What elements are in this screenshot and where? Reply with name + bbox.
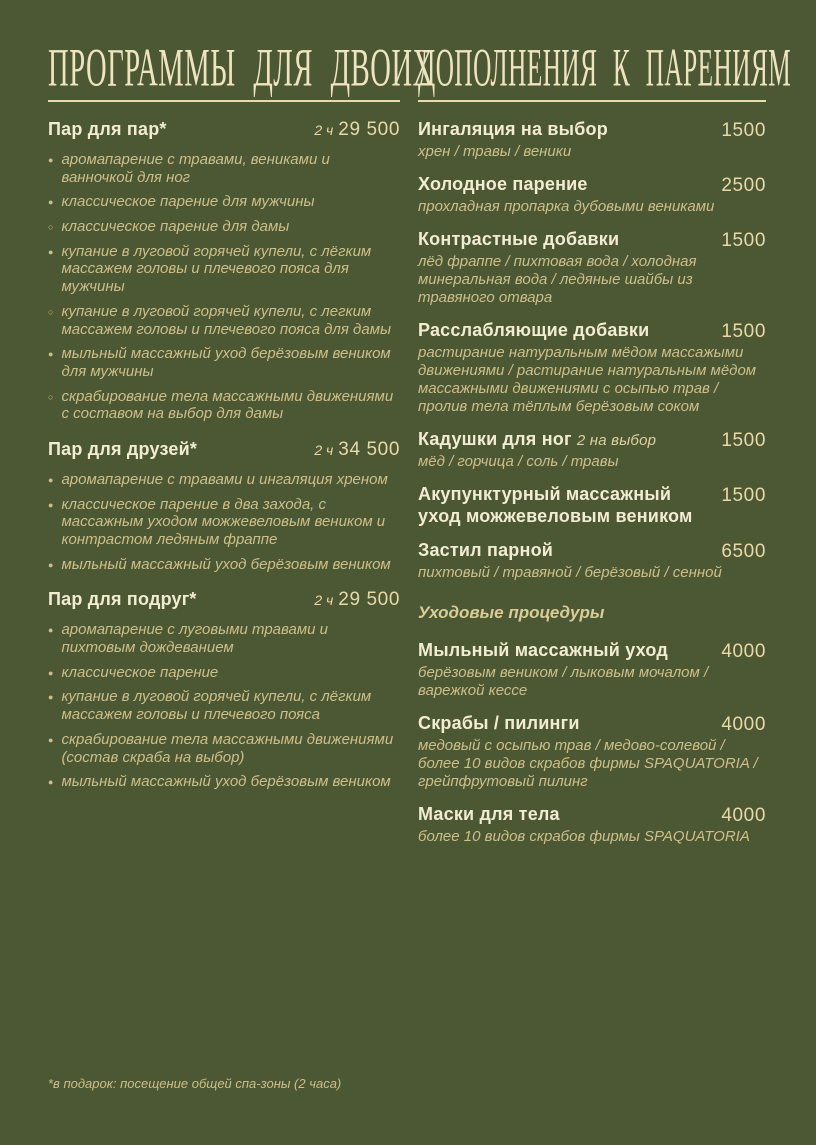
feature-text: аромапарение с травами, вениками и ванночкой для ног	[61, 151, 330, 186]
feature-text: скрабирование тела массажными движениями (состав скраба на выбор)	[61, 730, 394, 766]
feature-item	[48, 218, 400, 236]
feature-text: классическое парение для мужчины	[61, 193, 315, 211]
menu-item	[418, 119, 766, 161]
program-price	[314, 439, 400, 461]
program-duration: 2 ч	[314, 122, 334, 138]
menu-item-title	[418, 713, 580, 735]
menu-item	[418, 713, 766, 791]
menu-item-title-text: Акупунктурный массажный уход можжевеловым веником	[418, 484, 693, 526]
menu-item-header	[418, 640, 766, 663]
menu-item-price: 1500	[721, 230, 766, 251]
menu-item-price: 1500	[721, 485, 766, 506]
program-header	[48, 119, 400, 141]
bullet-icon: ○	[48, 306, 54, 317]
menu-item-title	[418, 640, 668, 662]
menu-item-header	[418, 713, 766, 736]
feature-item	[48, 243, 400, 296]
menu-item-header	[418, 540, 766, 563]
menu-item-title	[418, 429, 656, 451]
menu-item-description: пихтовый / травяной / берёзовый / сенной	[418, 564, 722, 582]
bullet-icon: ●	[48, 734, 54, 745]
menu-item-description: лёд фраппе / пихтовая вода / холодная минеральная вода / ледяные шайбы из травяного отвара	[418, 253, 697, 306]
menu-item-title	[418, 484, 709, 527]
program-feature-list	[48, 471, 400, 573]
programs-column	[48, 38, 434, 859]
menu-item-header	[418, 484, 766, 527]
bullet-icon: ○	[48, 391, 54, 402]
menu-item-header	[418, 119, 766, 142]
bullet-icon: ●	[48, 667, 54, 678]
left-heading-text: ПРОГРАММЫ ДЛЯ ДВОИХ	[48, 38, 434, 99]
left-heading-rule	[48, 100, 400, 102]
care-subheading: Уходовые процедуры	[418, 603, 605, 623]
menu-item-description: мёд / горчица / соль / травы	[418, 453, 619, 470]
right-heading-rule	[418, 100, 766, 102]
program-amount: 34 500	[338, 438, 400, 460]
bullet-icon: ●	[48, 474, 54, 485]
menu-item-description: прохладная пропарка дубовыми вениками	[418, 198, 715, 215]
bullet-icon: ●	[48, 777, 54, 788]
menu-item-description: растирание натуральным мёдом массажыми движениями / растирание натуральным мёдом массажными движениями с осыпью трав / пролив тела тёплым берёзовым соком	[418, 344, 757, 415]
menu-item-title	[418, 229, 619, 251]
menu-item	[418, 429, 766, 471]
menu-item-price: 1500	[721, 430, 766, 451]
menu-item-title	[418, 119, 608, 141]
program-header	[48, 589, 400, 611]
right-heading-text: ДОПОЛНЕНИЯ К ПАРЕНИЯМ	[418, 38, 792, 99]
feature-item	[48, 556, 400, 574]
menu-item-title	[418, 804, 560, 826]
program-par-dlya-par	[48, 119, 400, 423]
feature-item	[48, 303, 400, 338]
menu-item-suffix: 2 на выбор	[576, 432, 657, 449]
program-duration: 2 ч	[314, 441, 334, 458]
menu-item-header	[418, 229, 766, 252]
menu-item-title-text: Скрабы / пилинги	[418, 713, 580, 734]
bullet-icon: ●	[48, 499, 54, 510]
menu-item-title	[418, 540, 553, 562]
menu-item	[418, 229, 766, 307]
program-title: Пар для пар*	[48, 119, 167, 139]
feature-item	[48, 151, 400, 186]
menu-item-description: медовый с осыпью трав / медово-солевой / более 10 видов скрабов фирмы SPAQUATORIA / грейпфрутовый пилинг	[418, 737, 758, 791]
feature-text: мыльный массажный уход берёзовым веником	[61, 555, 391, 573]
menu-item-price: 4000	[721, 714, 766, 736]
menu-item-title-text: Кадушки для ног	[418, 429, 572, 449]
feature-item	[48, 773, 400, 791]
bullet-icon: ●	[48, 197, 54, 208]
menu-item-title-text: Мыльный массажный уход	[418, 640, 668, 661]
feature-item	[48, 345, 400, 380]
menu-item-price: 2500	[721, 175, 766, 196]
program-header	[48, 439, 400, 461]
menu-item-price: 1500	[721, 120, 766, 141]
menu-item-description: хрен / травы / веники	[418, 143, 572, 160]
menu-item	[418, 320, 766, 416]
menu-item-header	[418, 320, 766, 343]
menu-item-title-text: Контрастные добавки	[418, 229, 620, 249]
program-amount: 29 500	[338, 119, 400, 140]
menu-item-title-text: Холодное парение	[418, 174, 588, 194]
menu-item-price: 6500	[721, 541, 766, 563]
menu-item-description: более 10 видов скрабов фирмы SPAQUATORIA	[418, 828, 750, 846]
menu-item-price: 4000	[721, 641, 766, 663]
feature-text: классическое парение в два захода, с массажным уходом можжевеловым веником и контрастом ледяным фраппе	[61, 495, 386, 548]
menu-item	[418, 640, 766, 700]
feature-item	[48, 731, 400, 766]
menu-item-header	[418, 804, 766, 827]
feature-text: аромапарение с травами и ингаляция хреном	[61, 470, 388, 488]
menu-item-title-text: Ингаляция на выбор	[418, 119, 608, 139]
menu-item-title-text: Расслабляющие добавки	[418, 320, 650, 340]
feature-text: купание в луговой горячей купели, с лёгким массажем головы и плечевого пояса для мужчины	[61, 242, 372, 296]
feature-text: классическое парение	[61, 663, 219, 681]
feature-item	[48, 471, 400, 489]
feature-text: купание в луговой горячей купели, с легким массажем головы и плечевого пояса для дамы	[61, 302, 392, 338]
menu-item-title-text: Застил парной	[418, 540, 554, 561]
bullet-icon: ●	[48, 349, 54, 360]
feature-text: купание в луговой горячей купели, с лёгким массажем головы и плечевого пояса	[61, 688, 372, 724]
menu-item	[418, 484, 766, 527]
menu-item-title-text: Маски для тела	[418, 804, 560, 825]
menu-item-price: 4000	[721, 805, 766, 827]
menu-item-price: 1500	[721, 321, 766, 342]
bullet-icon: ●	[48, 559, 54, 570]
program-title: Пар для подруг*	[48, 589, 197, 610]
feature-text: классическое парение для дамы	[61, 218, 290, 236]
footnote: *в подарок: посещение общей спа-зоны (2 часа)	[48, 1076, 342, 1091]
menu-item	[418, 804, 766, 846]
program-par-dlya-podrug	[48, 589, 400, 791]
menu-item-header	[418, 429, 766, 452]
program-amount: 29 500	[338, 589, 400, 611]
bullet-icon: ●	[48, 155, 54, 165]
feature-text: аромапарение с луговыми травами и пихтовым дождеванием	[61, 621, 328, 657]
bullet-icon: ●	[48, 625, 54, 636]
program-price	[314, 589, 400, 611]
feature-text: скрабирование тела массажными движениями с составом на выбор для дамы	[61, 387, 394, 423]
feature-item	[48, 193, 400, 211]
feature-text: мыльный массажный уход берёзовым веником для мужчины	[61, 345, 391, 380]
bullet-icon: ●	[48, 692, 54, 703]
feature-item	[48, 496, 400, 549]
right-heading	[418, 38, 792, 99]
feature-item	[48, 388, 400, 423]
menu-item-description: берёзовым веником / лыковым мочалом / варежкой кессе	[418, 664, 709, 700]
program-duration: 2 ч	[314, 592, 334, 609]
bullet-icon: ●	[48, 246, 54, 257]
menu-item	[418, 174, 766, 216]
menu-item-header	[418, 174, 766, 197]
program-par-dlya-druzey	[48, 439, 400, 573]
program-price	[314, 119, 400, 141]
bullet-icon: ○	[48, 222, 54, 233]
additions-column	[418, 38, 792, 859]
left-heading	[48, 38, 434, 99]
program-feature-list	[48, 621, 400, 791]
menu-item-title	[418, 174, 588, 196]
program-feature-list	[48, 151, 400, 423]
menu-item	[418, 540, 766, 582]
feature-item	[48, 664, 400, 682]
feature-item	[48, 688, 400, 723]
feature-text: мыльный массажный уход берёзовым веником	[61, 773, 391, 791]
program-title: Пар для друзей*	[48, 438, 198, 459]
feature-item	[48, 621, 400, 656]
menu-item-title	[418, 320, 649, 342]
